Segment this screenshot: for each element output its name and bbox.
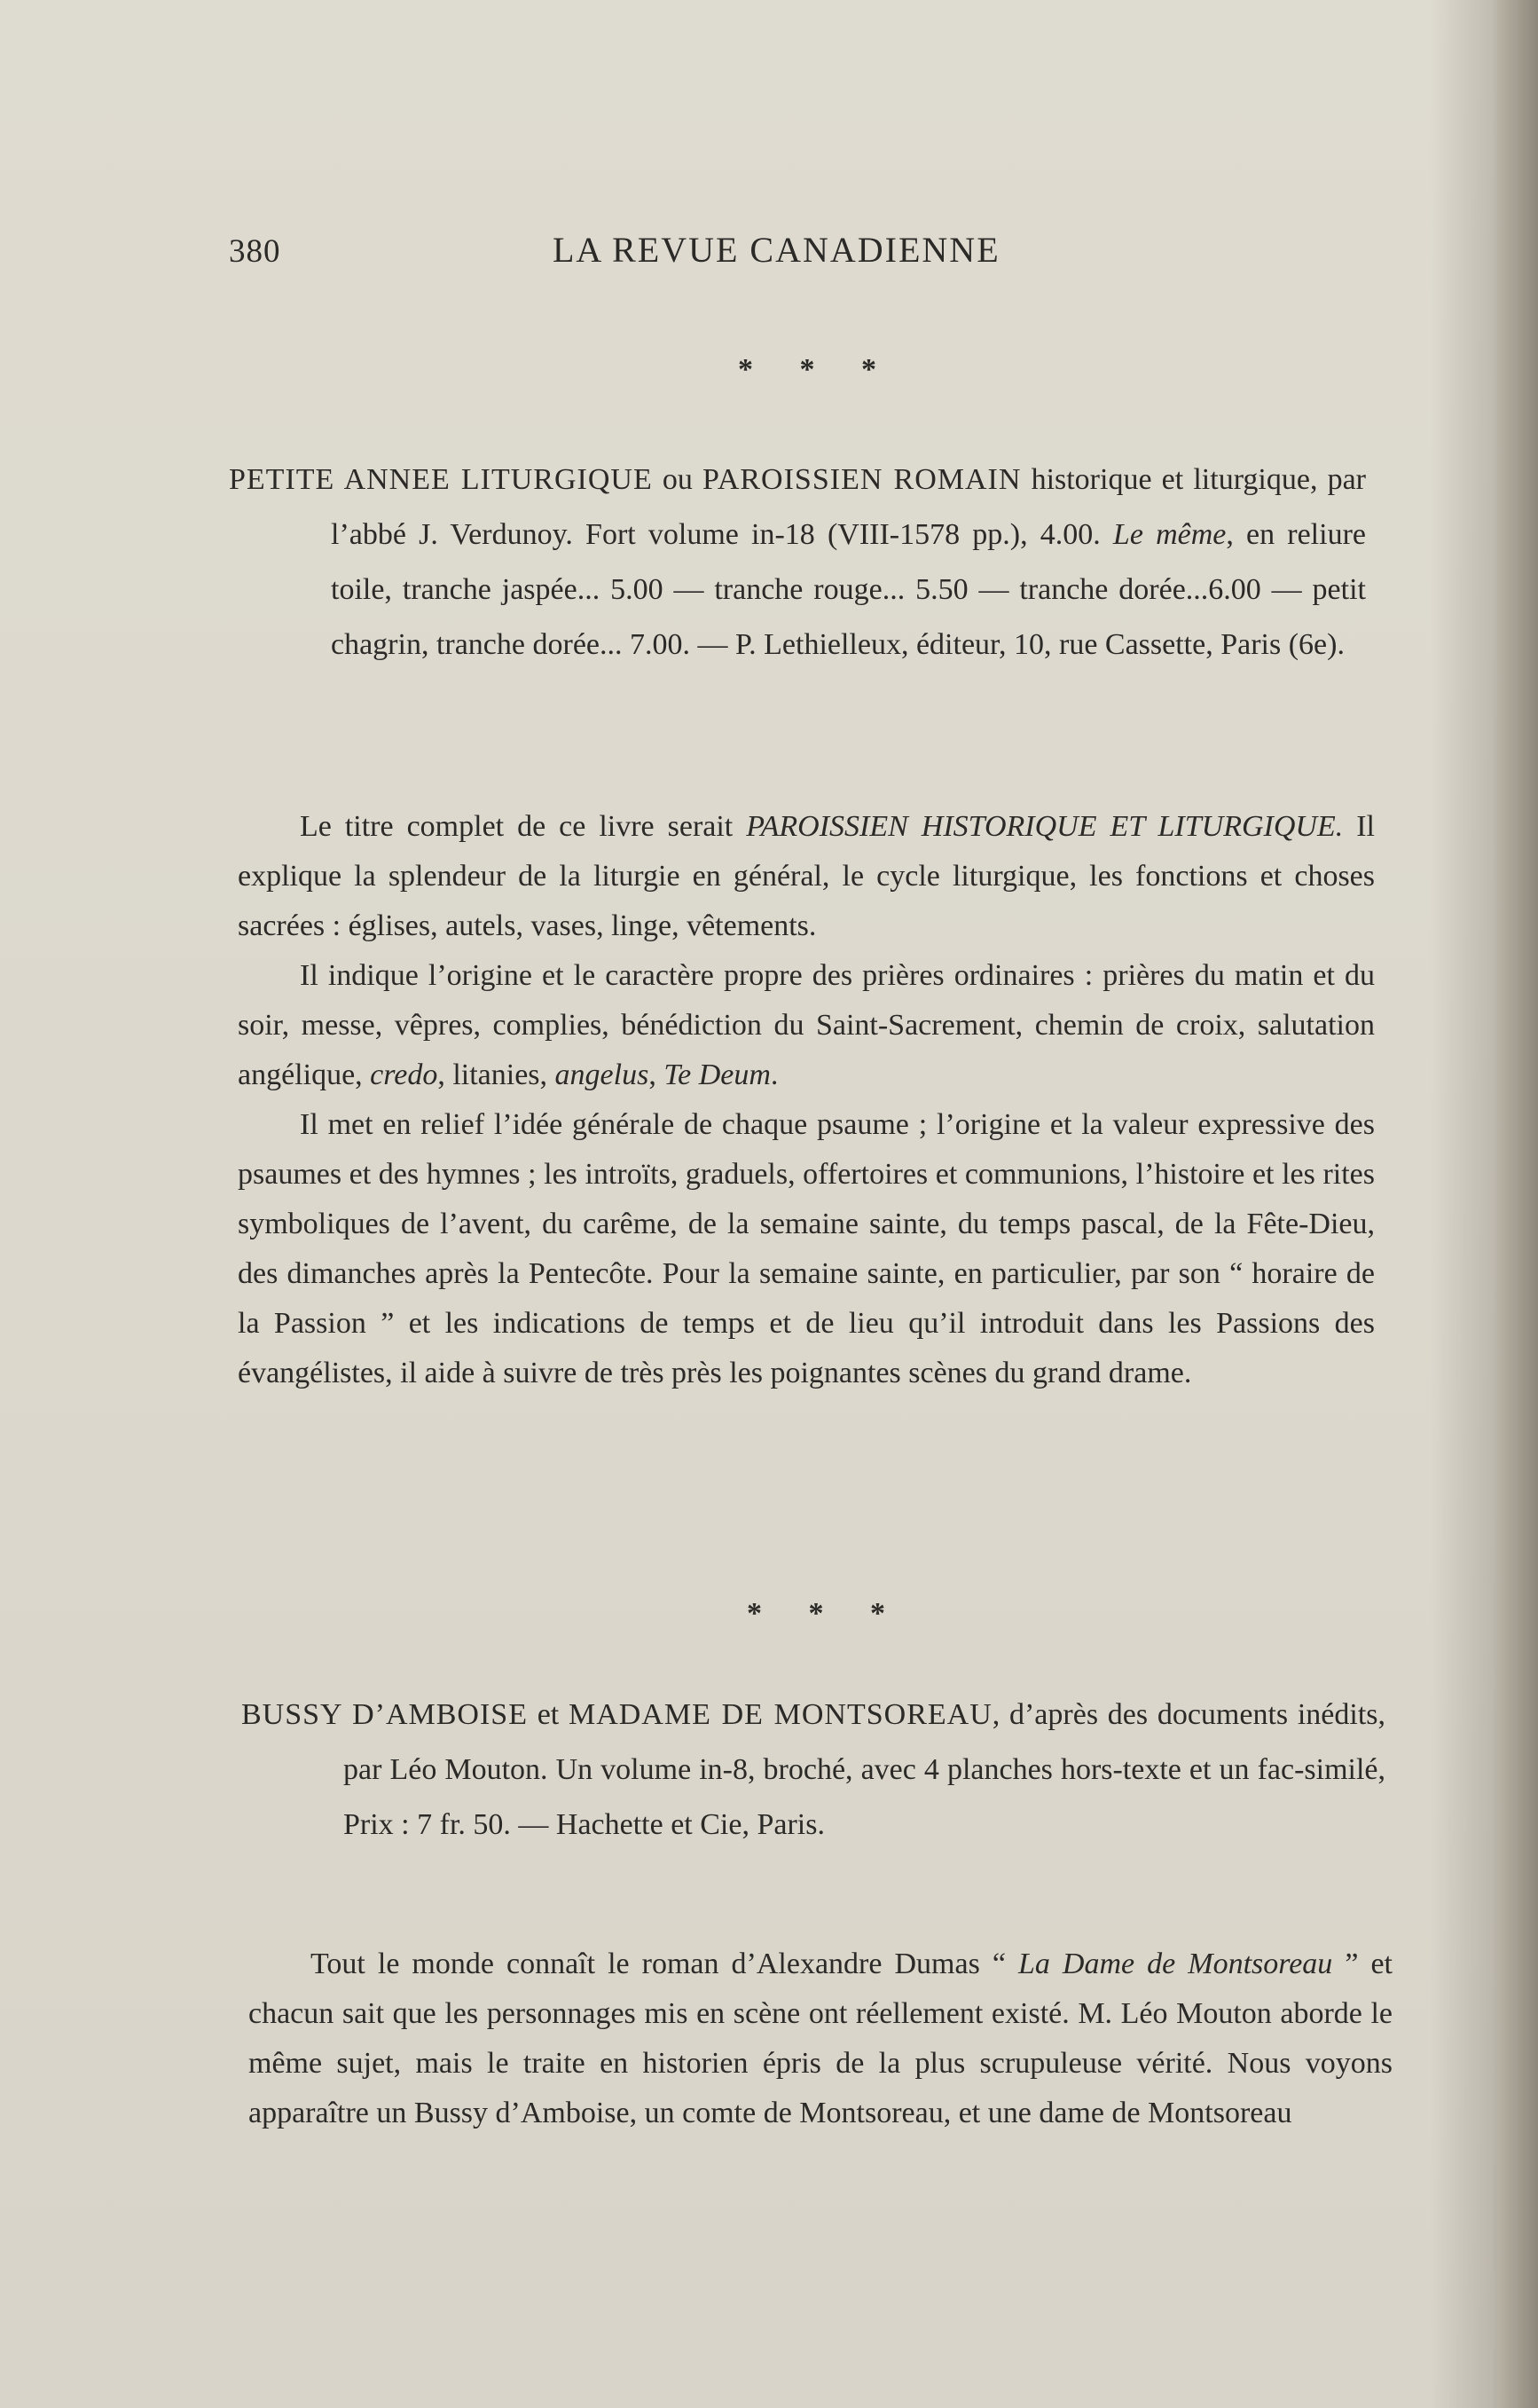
paragraph-text: ” et chacun sait que les personnages mis en scène ont réellement existé. M. Léo Mouton aborde le même sujet, mais le traite en historien épris de la plus scrupuleuse vérité. Nous voyons apparaître un Bussy d’Amboise, un comte de Montsoreau, et une dame de Montsoreau — [248, 1948, 1393, 2129]
paragraph-italic: angelus — [554, 1058, 649, 1091]
bibliographic-entry — [229, 452, 1366, 673]
paragraph-text: Tout le monde connaît le roman d’Alexandre Dumas “ — [310, 1948, 1018, 1980]
entry-description-italic: Le même — [1112, 518, 1227, 551]
entry-title: BUSSY D’AMBOISE — [241, 1698, 528, 1731]
page-header — [229, 232, 1346, 286]
review-paragraph — [248, 1940, 1393, 2138]
paragraph-italic: Te Deum — [663, 1058, 771, 1091]
review-paragraph — [238, 802, 1375, 951]
entry-title-second: PAROISSIEN ROMAIN — [702, 463, 1022, 496]
review-text — [248, 1940, 1393, 2138]
page-gutter-shadow — [1497, 0, 1538, 2408]
bibliographic-entry — [241, 1688, 1385, 1853]
entry-title-second: MADAME DE MONTSOREAU — [568, 1698, 993, 1731]
entry-description-rest: , en reliure toile, tranche jaspée... 5.00 — tranche rouge... 5.50 — tranche dorée...6.00 — petit chagrin, tranche dorée... 7.00. — P. Lethielleux, éditeur, 10, rue Cassette, Paris (6e). — [331, 518, 1366, 661]
paragraph-italic: PAROISSIEN HISTORIQUE ET LITURGIQUE. — [746, 810, 1344, 843]
running-title: LA REVUE CANADIENNE — [553, 230, 1000, 270]
entry-description: , d’après des documents inédits, par Léo Mouton. Un volume in-8, broché, avec 4 planches hors-texte et un fac-similé, Prix : 7 fr. 50. — Hachette et Cie, Paris. — [343, 1698, 1386, 1841]
section-separator: * * * — [738, 353, 896, 386]
page-number: 380 — [229, 233, 281, 270]
review-paragraph: Il met en relief l’idée générale de chaque psaume ; l’origine et la valeur expressive des psaumes et des hymnes ; les introïts, graduels, offertoires et communions, l’histoire et les rites symboliques de l’avent, du carême, de la semaine sainte, du temps pascal, de la Fête-Dieu, des dimanches après la Pentecôte. Pour la semaine sainte, en particulier, par son “ horaire de la Passion ” et les indications de temps et de lieu qu’il introduit dans les Passions des évangélistes, il aide à suivre de très près les poignantes scènes du grand drame. — [238, 1108, 1375, 1389]
paragraph-italic: credo — [370, 1058, 438, 1091]
paragraph-text: , — [648, 1058, 664, 1091]
section-separator: * * * — [747, 1597, 905, 1630]
entry-title-conjunction: et — [527, 1698, 569, 1731]
entry-description: historique et liturgique, par l’abbé J. Verdunoy. Fort volume in-18 (VIII-1578 pp.), 4.00. — [331, 463, 1366, 551]
paragraph-text: , litanies, — [437, 1058, 555, 1091]
paragraph-text: . — [770, 1058, 779, 1091]
entry-title-conjunction: ou — [652, 463, 703, 496]
review-text — [238, 802, 1375, 1398]
review-paragraph — [238, 951, 1375, 1100]
paragraph-text: Il explique la splendeur de la liturgie en général, le cycle liturgique, les fonctions et choses sacrées : églises, autels, vases, linge, vêtements. — [238, 810, 1375, 942]
entry-title: PETITE ANNEE LITURGIQUE — [229, 463, 653, 496]
paragraph-text: Le titre complet de ce livre serait — [300, 810, 747, 843]
paragraph-italic: La Dame de Montsoreau — [1017, 1948, 1333, 1980]
paragraph-text: Il indique l’origine et le caractère propre des prières ordinaires : prières du matin et du soir, messe, vêpres, complies, bénédiction du Saint-Sacrement, chemin de croix, salutation angélique, — [238, 959, 1375, 1091]
